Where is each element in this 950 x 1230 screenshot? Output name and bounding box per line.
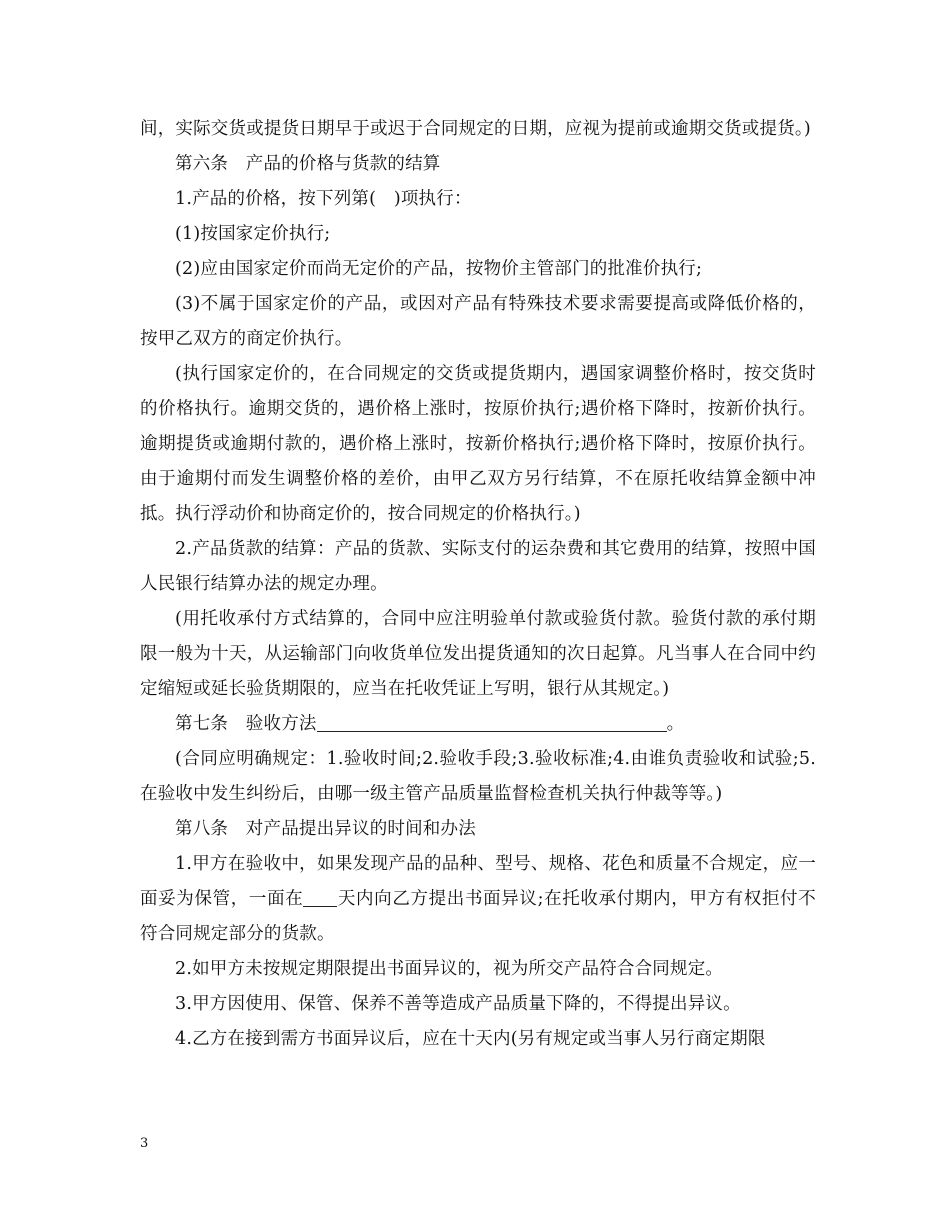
document-body xyxy=(140,112,816,1057)
payment-clause: 2.产品货款的结算：产品的货款、实际支付的运杂费和其它费用的结算，按照中国人民银行结算办法的规定办理。 xyxy=(140,539,816,594)
article-7-heading xyxy=(140,707,816,742)
objection-clause-1-before: 1.甲方在验收中，如果发现产品的品种、型号、规格、花色和质量不合规定，应一面妥为保管，一面在 xyxy=(140,854,816,909)
objection-clause-2: 2.如甲方未按规定期限提出书面异议的，视为所交产品符合合同规定。 xyxy=(175,959,724,979)
price-clause: 1.产品的价格，按下列第( )项执行： xyxy=(175,189,472,209)
paragraph-continuation: 间，实际交货或提货日期早于或迟于合同规定的日期，应视为提前或逾期交货或提货。) xyxy=(140,119,811,139)
fill-in-blank xyxy=(317,711,667,732)
article-7-suffix: 。 xyxy=(666,714,685,734)
article-7-label: 第七条 验收方法 xyxy=(175,714,317,734)
inspection-note: (合同应明确规定：1.验收时间;2.验收手段;3.验收标准;4.由谁负责验收和试验;5.在验收中发生纠纷后，由哪一级主管产品质量监督检查机关执行仲裁等等。) xyxy=(140,749,816,804)
price-note: (执行国家定价的，在合同规定的交货或提货期内，遇国家调整价格时，按交货时的价格执行。逾期交货的，遇价格上涨时，按原价执行;遇价格下降时，按新价执行。逾期提货或逾期付款的，遇价格上涨时，按新价格执行;遇价格下降时，按原价执行。由于逾期付而发生调整价格的差价，由甲乙双方另行结算，不在原托收结算金额中冲抵。执行浮动价和协商定价的，按合同规定的价格执行。) xyxy=(140,364,816,524)
page-number: 3 xyxy=(140,1136,149,1151)
price-option-2: (2)应由国家定价而尚无定价的产品，按物价主管部门的批准价执行; xyxy=(175,259,703,279)
objection-clause-1 xyxy=(140,847,816,952)
price-option-1: (1)按国家定价执行; xyxy=(175,224,331,244)
payment-note: (用托收承付方式结算的，合同中应注明验单付款或验货付款。验货付款的承付期限一般为十天，从运输部门向收货单位发出提货通知的次日起算。凡当事人在合同中约定缩短或延长验货期限的，应当在托收凭证上写明，银行从其规定。) xyxy=(140,609,816,699)
article-6-heading: 第六条 产品的价格与货款的结算 xyxy=(175,154,441,174)
objection-clause-4: 4.乙方在接到需方书面异议后，应在十天内(另有规定或当事人另行商定期限 xyxy=(175,1029,766,1049)
objection-clause-1-after: 天内向乙方提出书面异议;在托收承付期内，甲方有权拒付不符合同规定部分的货款。 xyxy=(140,889,816,944)
days-blank xyxy=(303,886,337,907)
objection-clause-3: 3.甲方因使用、保管、保养不善等造成产品质量下降的，不得提出异议。 xyxy=(175,994,741,1014)
price-option-3: (3)不属于国家定价的产品，或因对产品有特殊技术要求需要提高或降低价格的，按甲乙双方的商定价执行。 xyxy=(140,294,816,349)
article-8-heading: 第八条 对产品提出异议的时间和办法 xyxy=(175,819,476,839)
